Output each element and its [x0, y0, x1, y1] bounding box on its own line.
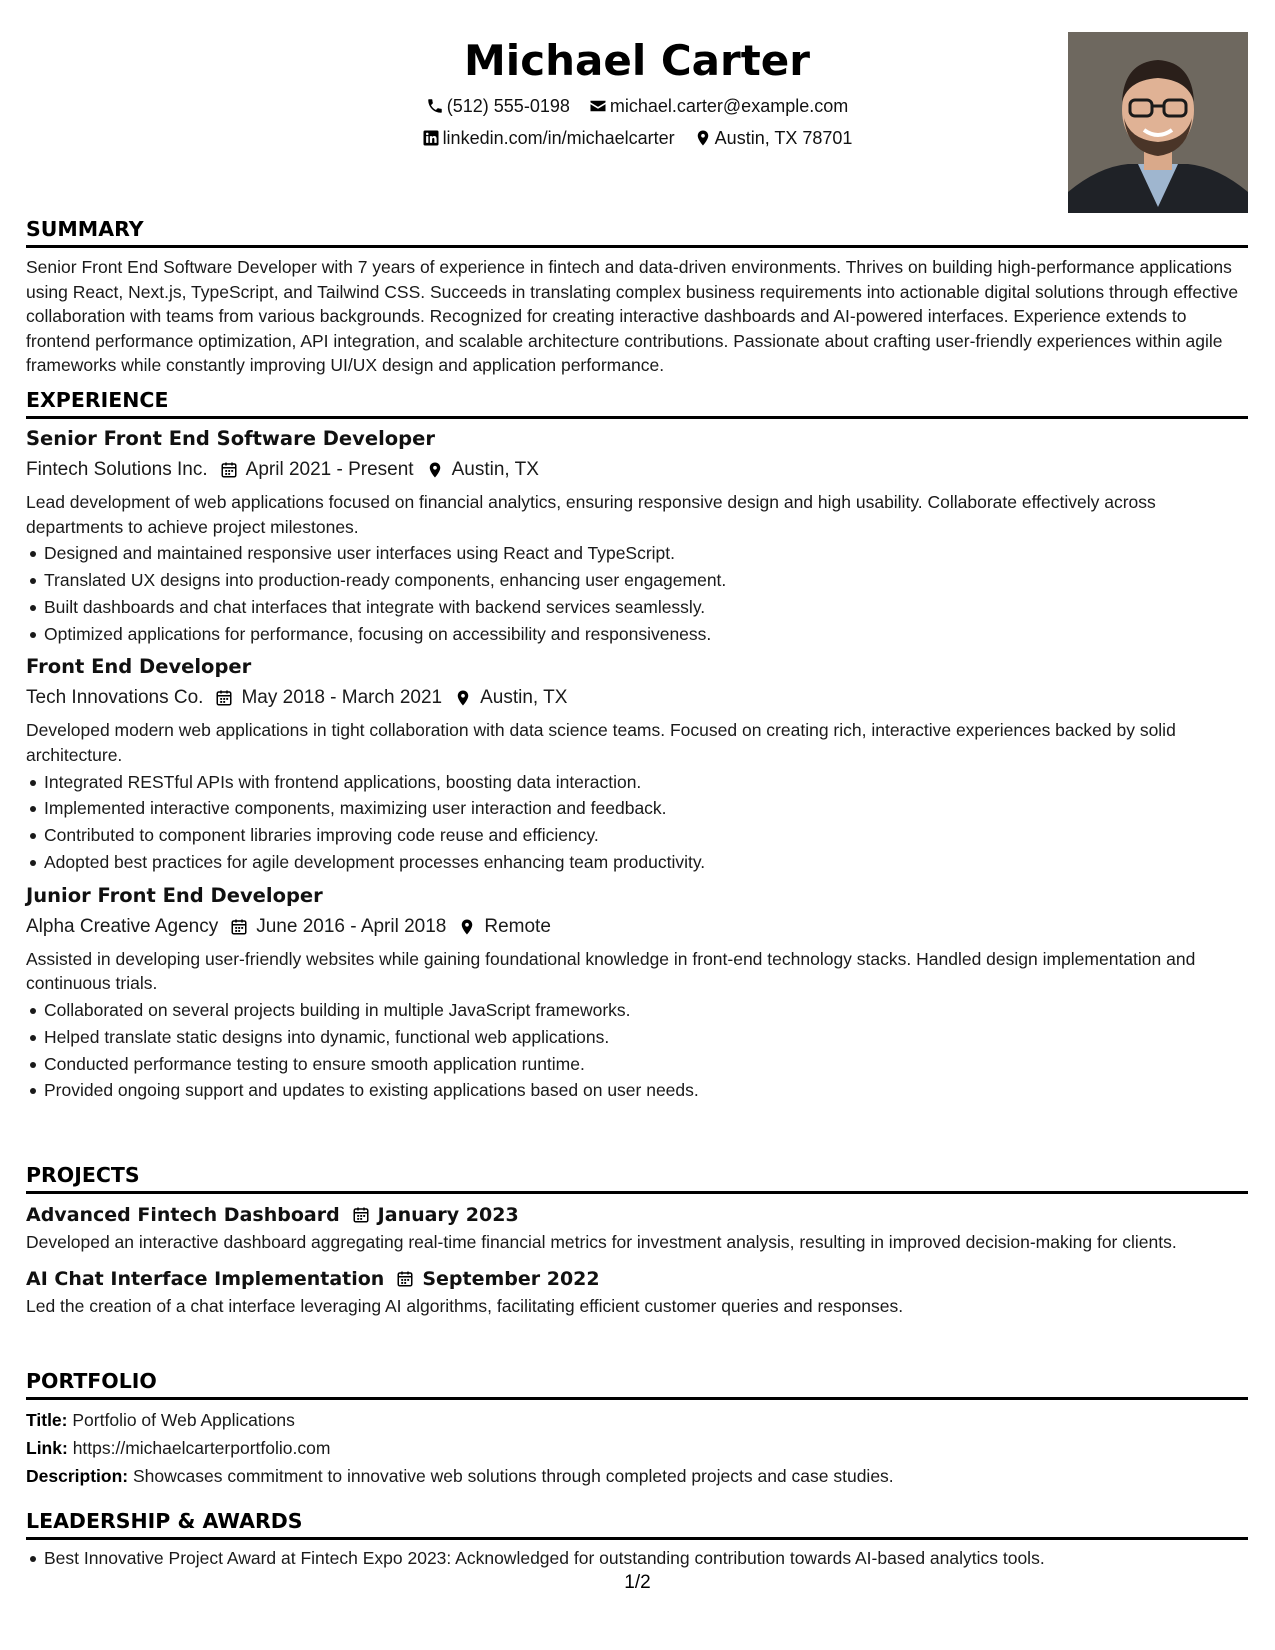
list-item: Contributed to component libraries improving code reuse and efficiency.: [26, 822, 1248, 849]
map-pin-icon: [454, 689, 472, 707]
list-item: Optimized applications for performance, focusing on accessibility and responsiveness.: [26, 621, 1248, 648]
project-date: January 2023: [377, 1204, 519, 1226]
calendar-icon: [220, 461, 238, 479]
calendar-icon: [230, 918, 248, 936]
list-item: Built dashboards and chat interfaces that integrate with backend services seamlessly.: [26, 594, 1248, 621]
calendar-icon: [352, 1206, 370, 1224]
list-item: Collaborated on several projects building in multiple JavaScript frameworks.: [26, 997, 1248, 1024]
job-description: Lead development of web applications focused on financial analytics, ensuring responsive design and high usability. Collaborate effectively across departments to achieve project milestones.: [26, 492, 1156, 537]
phone-number: (512) 555-0198: [446, 95, 570, 116]
job-dates: April 2021 - Present: [245, 459, 414, 480]
list-item: Provided ongoing support and updates to existing applications based on user needs.: [26, 1077, 1248, 1104]
list-item: Integrated RESTful APIs with frontend applications, boosting data interaction.: [26, 769, 1248, 796]
project-description: Led the creation of a chat interface leveraging AI algorithms, facilitating efficient customer queries and responses.: [26, 1295, 904, 1316]
envelope-icon: [589, 97, 607, 115]
job-description: Assisted in developing user-friendly websites while gaining foundational knowledge in front-end technology stacks. Handled design implementation and continuous trials.: [26, 948, 1196, 994]
job-title: Junior Front End Developer: [26, 883, 323, 907]
job-company: Fintech Solutions Inc.: [26, 459, 208, 480]
linkedin-icon: [422, 129, 440, 147]
project-title: AI Chat Interface Implementation: [26, 1267, 385, 1290]
phone-contact[interactable]: [426, 96, 570, 117]
list-item: Designed and maintained responsive user interfaces using React and TypeScript.: [26, 540, 1248, 567]
project-title: Advanced Fintech Dashboard: [26, 1204, 340, 1226]
leadership-heading: LEADERSHIP & AWARDS: [26, 1509, 1248, 1540]
portfolio-link[interactable]: https://michaelcarterportfolio.com: [72, 1438, 331, 1458]
job-company: Alpha Creative Agency: [26, 915, 219, 937]
list-item: Implemented interactive components, maximizing user interaction and feedback.: [26, 795, 1248, 822]
portfolio-section: [26, 1369, 1248, 1490]
candidate-name: Michael Carter: [464, 36, 810, 85]
job-title: Front End Developer: [26, 655, 252, 679]
job-location: Austin, TX: [480, 687, 568, 709]
project-description: Developed an interactive dashboard aggregating real-time financial metrics for investment analysis, resulting in improved decision-making for clients.: [26, 1232, 1177, 1252]
page-number: 1/2: [624, 1572, 651, 1593]
project-title-row: [26, 1202, 1248, 1228]
projects-heading: PROJECTS: [26, 1163, 1248, 1194]
map-pin-icon: [694, 129, 712, 147]
email-address: michael.carter@example.com: [609, 95, 849, 116]
leadership-bullets: [26, 1545, 1248, 1572]
profile-photo: [1068, 32, 1248, 213]
resume-header: [26, 32, 1248, 214]
job-entry: [26, 654, 1248, 875]
job-dates: June 2016 - April 2018: [256, 915, 447, 937]
portfolio-link-label: Link:: [26, 1438, 68, 1458]
leadership-section: [26, 1509, 1248, 1572]
linkedin-contact[interactable]: [422, 128, 675, 149]
job-meta: [26, 685, 1248, 711]
list-item: Helped translate static designs into dynamic, functional web applications.: [26, 1024, 1248, 1051]
list-item: Conducted performance testing to ensure smooth application runtime.: [26, 1051, 1248, 1078]
portfolio-link-row: [26, 1434, 1248, 1462]
job-meta: [26, 457, 1248, 483]
project-entry: [26, 1266, 1248, 1319]
portfolio-title-label: Title:: [26, 1410, 68, 1430]
email-contact[interactable]: [589, 96, 848, 117]
project-date: September 2022: [422, 1267, 600, 1290]
job-location: Remote: [484, 915, 551, 937]
summary-section: [26, 217, 1248, 378]
location-text: Austin, TX 78701: [714, 127, 853, 148]
job-location: Austin, TX: [451, 459, 539, 480]
projects-section: [26, 1163, 1248, 1318]
phone-icon: [426, 97, 444, 115]
job-bullets: [26, 540, 1248, 647]
portfolio-description-label: Description:: [26, 1466, 129, 1486]
list-item: Best Innovative Project Award at Fintech Expo 2023: Acknowledged for outstanding contribution towards AI-based analytics tools.: [26, 1545, 1248, 1572]
job-entry: [26, 883, 1248, 1104]
job-entry: [26, 426, 1248, 647]
list-item: Translated UX designs into production-ready components, enhancing user engagement.: [26, 567, 1248, 594]
job-description: Developed modern web applications in tight collaboration with data science teams. Focused on creating rich, interactive experiences backed by solid architecture.: [26, 720, 1176, 765]
map-pin-icon: [458, 918, 476, 936]
location-contact: [694, 128, 853, 149]
portfolio-title-row: [26, 1406, 1248, 1434]
portfolio-description-value: Showcases commitment to innovative web solutions through completed projects and case studies.: [132, 1466, 894, 1486]
list-item: Adopted best practices for agile development processes enhancing team productivity.: [26, 849, 1248, 876]
calendar-icon: [215, 689, 233, 707]
project-entry: [26, 1202, 1248, 1255]
portfolio-heading: PORTFOLIO: [26, 1369, 1248, 1400]
job-dates: May 2018 - March 2021: [241, 687, 443, 709]
portfolio-title-value: Portfolio of Web Applications: [72, 1410, 295, 1430]
job-bullets: [26, 769, 1248, 876]
map-pin-icon: [426, 461, 444, 479]
project-title-row: [26, 1266, 1248, 1292]
linkedin-url: linkedin.com/in/michaelcarter: [442, 127, 675, 148]
experience-section: [26, 388, 1248, 1104]
contact-line-2: [26, 127, 1248, 149]
job-title: Senior Front End Software Developer: [26, 427, 435, 450]
job-meta: [26, 914, 1248, 940]
job-company: Tech Innovations Co.: [26, 687, 204, 709]
job-bullets: [26, 997, 1248, 1104]
contact-line-1: [26, 95, 1248, 117]
portfolio-description-row: [26, 1462, 1248, 1490]
summary-heading: SUMMARY: [26, 217, 1248, 248]
experience-heading: EXPERIENCE: [26, 388, 1248, 419]
summary-text: Senior Front End Software Developer with 7 years of experience in fintech and data-driven environments. Thrives on building high-performance applications using React, Next.js, TypeScript, and Tailwind CSS. Succeeds in translating complex business requirements into actionable digital solutions through effective collaboration with teams from various backgrounds. Recognized for creating interactive dashboards and AI-powered interfaces. Experience extends to frontend performance optimization, API integration, and scalable architecture contributions. Passionate about crafting user-friendly experiences within agile frameworks while constantly improving UI/UX design and application performance.: [26, 257, 1239, 376]
calendar-icon: [396, 1270, 414, 1288]
